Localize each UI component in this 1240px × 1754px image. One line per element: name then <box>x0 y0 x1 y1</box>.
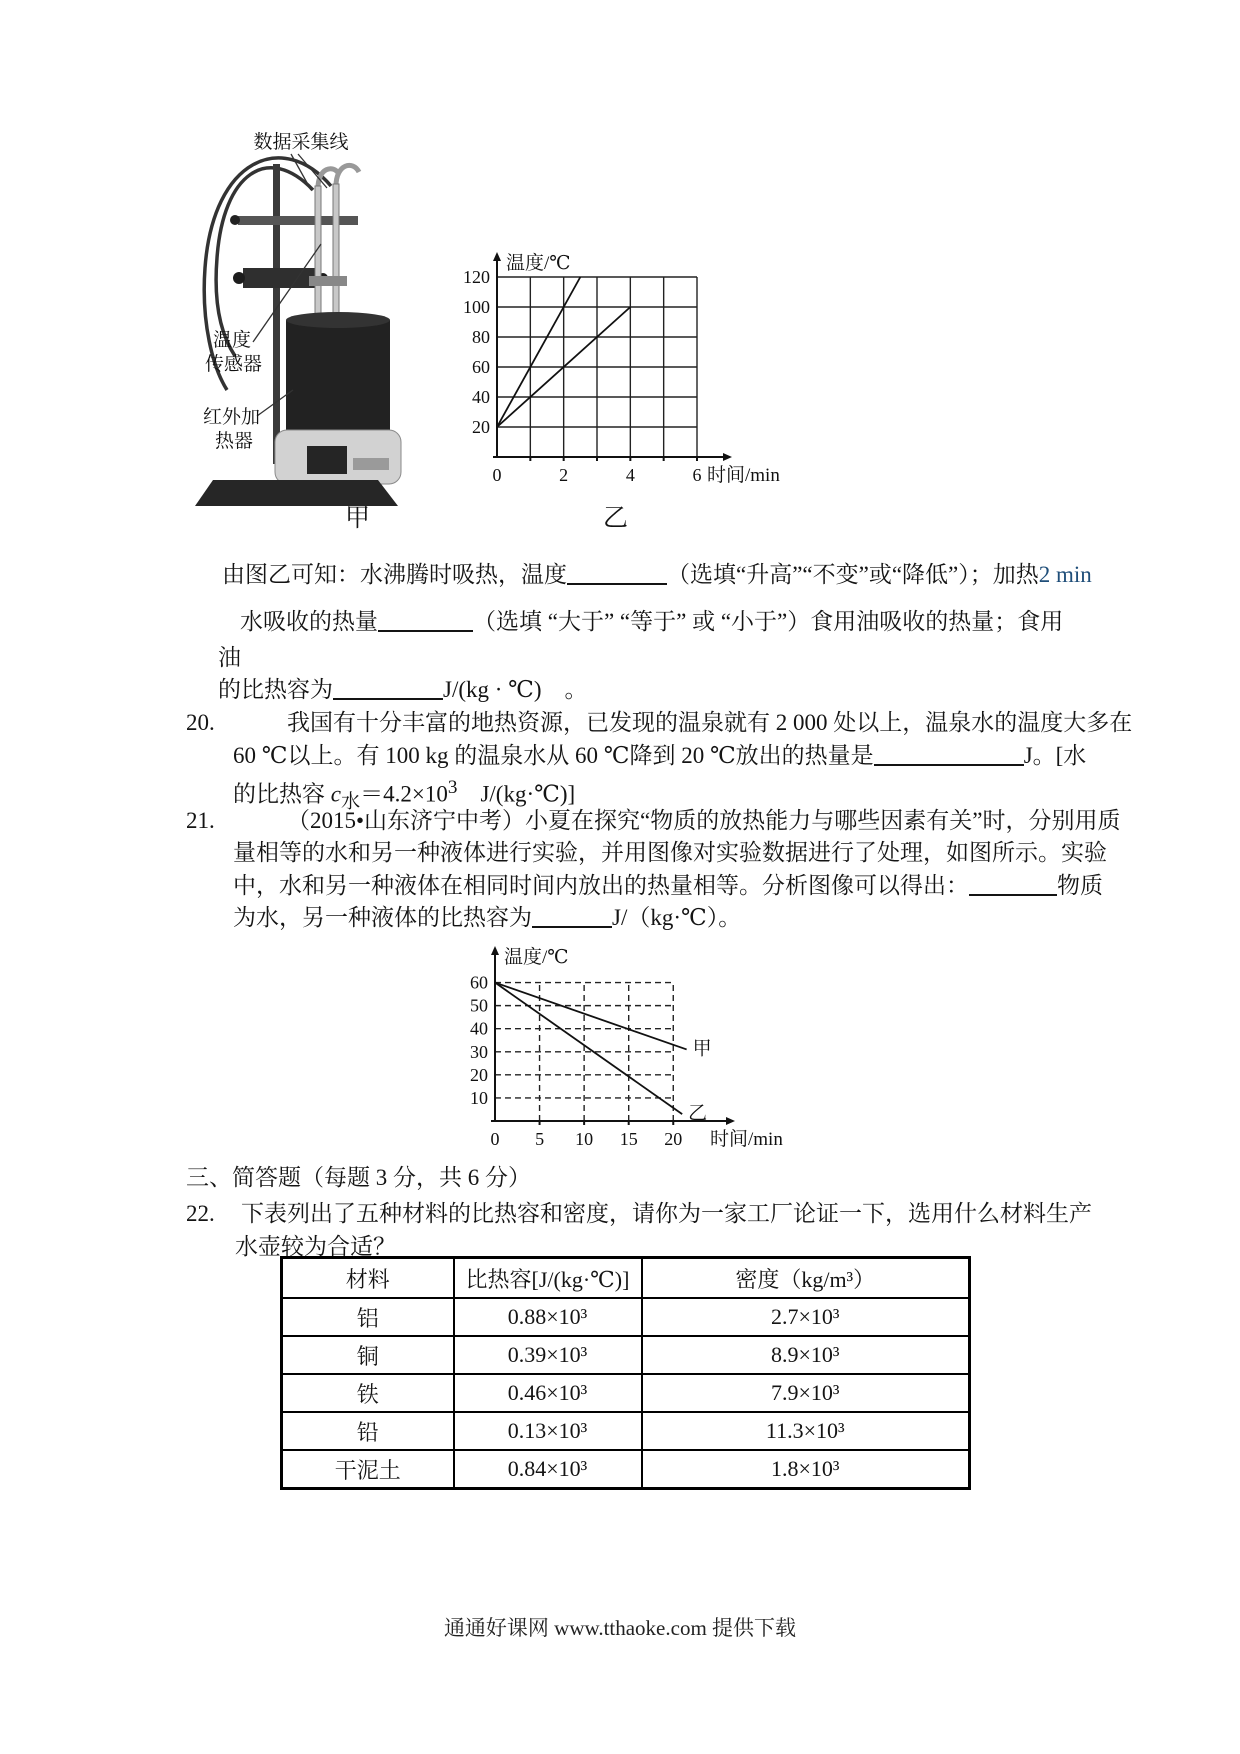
q21-line-4 <box>233 903 741 933</box>
question-21-number: 21. <box>186 808 215 833</box>
answer-blank <box>378 607 473 632</box>
answer-blank <box>874 741 1024 766</box>
q19-text: 由图乙可知：水沸腾时吸热，温度 <box>222 562 567 587</box>
y-tick-label: 120 <box>463 267 490 287</box>
x-axis-title: 时间/min <box>710 1129 783 1150</box>
y-tick-label: 100 <box>463 297 490 317</box>
table-cell: 11.3×10³ <box>642 1412 970 1450</box>
site-footer: 通通好课网 www.tthaoke.com 提供下载 <box>443 1616 797 1640</box>
exponent: 3 <box>447 777 458 798</box>
table-header-row <box>282 1258 970 1299</box>
table-cell: 0.13×10³ <box>454 1412 642 1450</box>
y-tick-label: 40 <box>470 1018 488 1039</box>
answer-blank <box>969 871 1057 896</box>
stand-clamp <box>243 268 318 288</box>
q20-text: 的比热容 <box>233 781 331 807</box>
y-tick-label: 80 <box>472 327 490 347</box>
y-axis-title: 温度/℃ <box>504 947 569 968</box>
q21-text: 中，水和另一种液体在相同时间内放出的热量相等。分析图像可以得出： <box>233 873 969 898</box>
q19-text: 水吸收的热量 <box>240 609 378 634</box>
x-tick-label: 0 <box>492 465 502 485</box>
table-row <box>282 1374 970 1412</box>
calorimeter-cup-top <box>286 312 390 328</box>
x-tick-label: 20 <box>664 1129 683 1149</box>
specific-heat-symbol: c <box>330 781 341 807</box>
y-tick-label: 40 <box>472 387 490 407</box>
answer-blank <box>333 675 443 700</box>
materials-table-head <box>282 1258 970 1299</box>
q22-line-2: 水壶较为合适？ <box>235 1234 396 1259</box>
heater-label-strip <box>353 458 389 470</box>
y-axis-title: 温度/℃ <box>506 253 571 274</box>
y-tick-label: 20 <box>470 1064 488 1085</box>
table-cell: 0.84×10³ <box>454 1450 642 1489</box>
q19-text: 的比热容为 <box>218 677 333 702</box>
calorimeter-cup <box>286 320 390 438</box>
y-tick-label: 60 <box>472 357 490 377</box>
table-cell: 0.39×10³ <box>454 1336 642 1374</box>
probe-hook <box>336 165 359 186</box>
temperature-probe <box>315 186 321 321</box>
data-cable-label: 数据采集线 <box>253 132 349 153</box>
q19-text: J/(kg · ℃) 。 <box>443 677 588 702</box>
x-axis-title: 时间/min <box>707 465 780 486</box>
q21-line-3 <box>233 871 1103 901</box>
table-cell: 2.7×10³ <box>642 1298 970 1336</box>
clamp-knob <box>230 215 240 225</box>
x-tick-label: 4 <box>625 465 635 485</box>
x-tick-label: 5 <box>535 1129 545 1149</box>
table-cell: 1.8×10³ <box>642 1450 970 1489</box>
q21-text: 为水，另一种液体的比热容为 <box>233 905 532 930</box>
y-tick-label: 30 <box>470 1041 488 1062</box>
series-label: 乙 <box>688 1103 708 1125</box>
table-header-cell: 材料 <box>282 1258 454 1299</box>
q19-text: （选填“升高”“不变”或“降低”）；加热 <box>667 562 1039 587</box>
series-label: 甲 <box>692 1038 712 1060</box>
figure-caption-yi: 乙 <box>603 505 629 532</box>
x-tick-label: 0 <box>490 1129 500 1149</box>
probe-collar <box>309 276 347 286</box>
table-cell: 铅 <box>282 1412 454 1450</box>
y-tick-label: 20 <box>472 417 490 437</box>
q20-text: J。[水 <box>1023 743 1087 768</box>
heater-panel <box>307 446 347 474</box>
table-row <box>282 1450 970 1489</box>
x-tick-label: 6 <box>692 465 702 485</box>
apparatus-figure <box>183 128 403 508</box>
y-axis-arrow <box>491 946 499 955</box>
temp-sensor-label: 温度 <box>213 330 252 351</box>
table-cell: 铝 <box>282 1298 454 1336</box>
q19-text: 油 <box>218 645 241 670</box>
q21-text: J/（kg·℃）。 <box>612 905 742 930</box>
q22-line-1: 下表列出了五种材料的比热容和密度，请你为一家工厂论证一下，选用什么材料生产 <box>241 1201 1092 1226</box>
section-3-heading: 三、简答题（每题 3 分，共 6 分） <box>186 1165 531 1190</box>
temperature-probe <box>333 184 339 321</box>
q19-line-1 <box>222 560 1092 590</box>
x-tick-label: 15 <box>619 1129 638 1149</box>
table-header-cell: 比热容[J/(kg·℃)] <box>454 1258 642 1299</box>
q19-line-2 <box>240 607 1063 637</box>
q21-line-1: （2015•山东济宁中考）小夏在探究“物质的放热能力与哪些因素有关”时，分别用质 <box>287 808 1121 833</box>
q20-text: 60 ℃以上。有 100 kg 的温泉水从 60 ℃降到 20 ℃放出的热量是 <box>233 743 874 768</box>
x-axis-arrow <box>726 1117 735 1125</box>
question-20-number: 20. <box>186 710 215 735</box>
table-cell: 7.9×10³ <box>642 1374 970 1412</box>
materials-table <box>280 1256 971 1490</box>
answer-blank <box>567 560 667 585</box>
data-series <box>495 983 687 1050</box>
y-tick-label: 10 <box>470 1087 488 1108</box>
q19-line-3 <box>218 643 241 673</box>
x-tick-label: 10 <box>575 1129 594 1149</box>
materials-table-body <box>282 1298 970 1489</box>
table-cell: 0.46×10³ <box>454 1374 642 1412</box>
answer-blank <box>532 903 612 928</box>
table-row <box>282 1336 970 1374</box>
heating-time-value: 2 min <box>1038 562 1092 587</box>
y-tick-label: 60 <box>470 972 488 993</box>
heater-label: 红外加 <box>203 407 261 428</box>
q19-line-4 <box>218 675 588 705</box>
heater-label: 热器 <box>215 431 254 452</box>
cooling-graph <box>440 943 785 1158</box>
x-axis-arrow <box>723 453 732 461</box>
x-tick-label: 2 <box>559 465 569 485</box>
y-tick-label: 50 <box>470 995 488 1016</box>
data-series <box>497 277 580 427</box>
table-cell: 铜 <box>282 1336 454 1374</box>
table-cell: 0.88×10³ <box>454 1298 642 1336</box>
table-cell: 铁 <box>282 1374 454 1412</box>
q20-line-2 <box>233 741 1086 771</box>
q20-text: ＝4.2×10 <box>360 781 448 807</box>
q19-text: （选填 “大于” “等于” 或 “小于”）食用油吸收的热量；食用 <box>473 609 1064 634</box>
y-axis-arrow <box>493 252 501 261</box>
q21-text: 物质 <box>1057 873 1103 898</box>
subscript-water: 水 <box>340 791 361 813</box>
table-header-cell: 密度（kg/m³） <box>642 1258 970 1299</box>
table-row <box>282 1298 970 1336</box>
leader-line <box>291 154 311 190</box>
q20-text: J/(kg·℃)] <box>457 781 576 807</box>
stand-rod <box>273 164 280 464</box>
heating-graph <box>447 247 827 537</box>
stand-crossbar <box>238 216 358 225</box>
table-row <box>282 1412 970 1450</box>
table-cell: 干泥土 <box>282 1450 454 1489</box>
figure-caption-jia: 甲 <box>345 505 371 532</box>
temp-sensor-label: 传感器 <box>205 354 263 375</box>
data-series <box>495 983 682 1115</box>
question-22-number: 22. <box>186 1201 215 1226</box>
table-cell: 8.9×10³ <box>642 1336 970 1374</box>
q20-line-1: 我国有十分丰富的地热资源，已发现的温泉就有 2 000 处以上，温泉水的温度大多在 <box>287 710 1133 735</box>
clamp-knob <box>233 272 245 284</box>
q21-line-2: 量相等的水和另一种液体进行实验，并用图像对实验数据进行了处理，如图所示。实验 <box>233 840 1107 865</box>
